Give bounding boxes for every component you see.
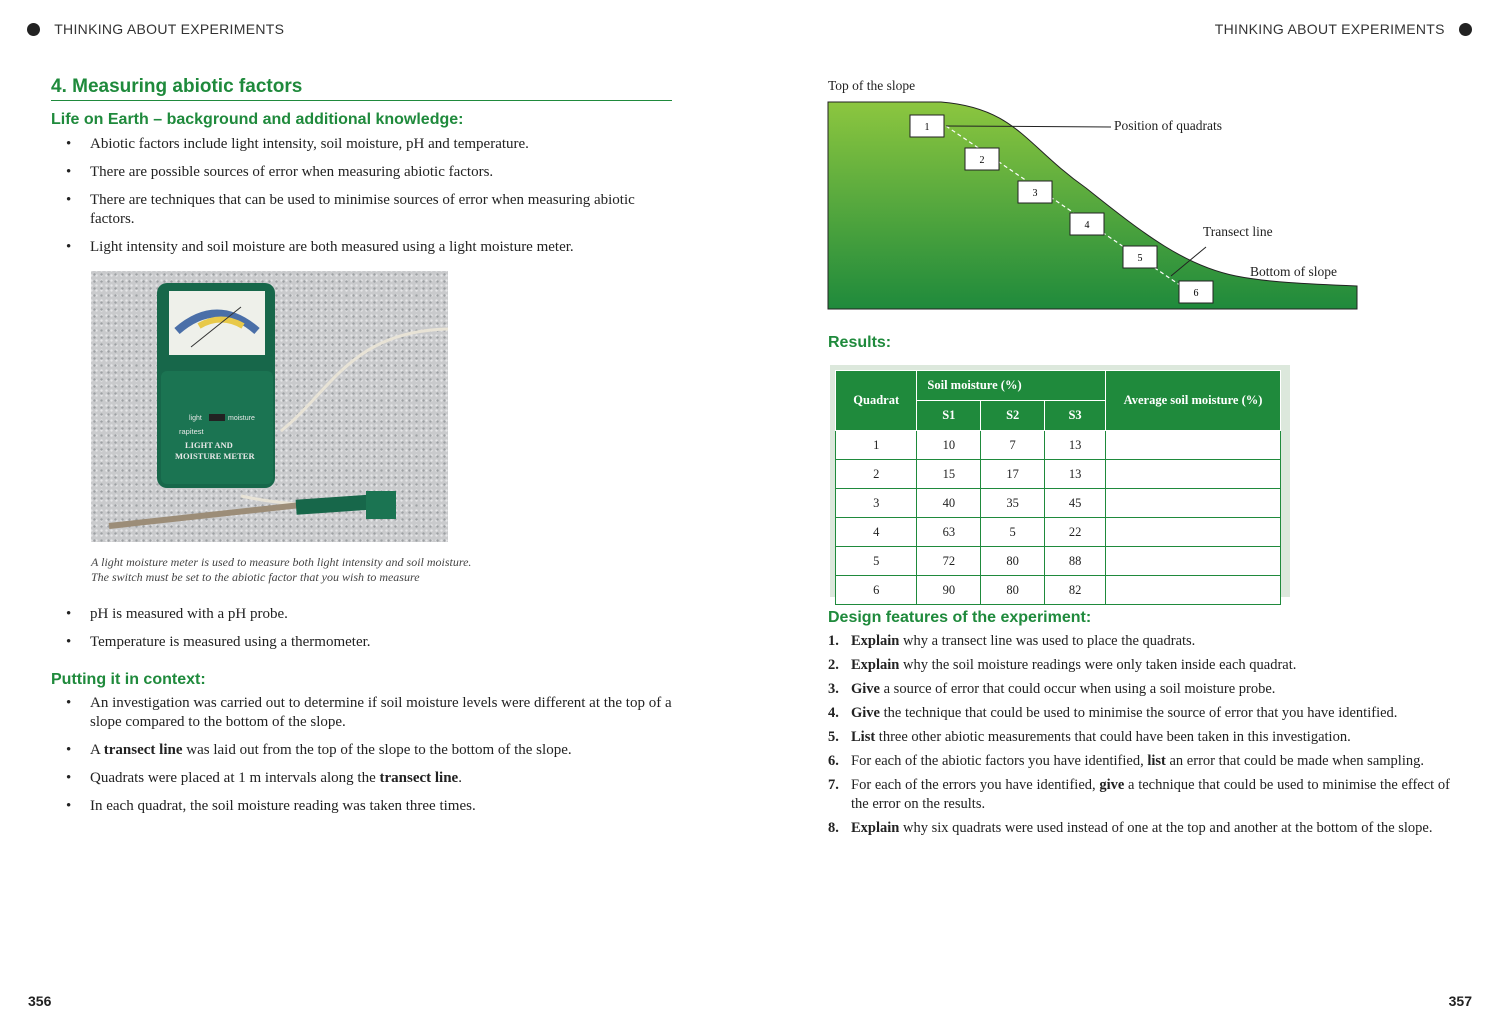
page-number-left: 356 <box>28 993 52 1009</box>
col-s2: S2 <box>981 401 1045 431</box>
list-item: 2. Explain why the soil moisture readings were only taken inside each quadrat. <box>828 657 1297 673</box>
bottom-of-slope-label: Bottom of slope <box>1250 264 1337 279</box>
svg-text:MOISTURE METER: MOISTURE METER <box>175 451 255 461</box>
quadrat-label: 2 <box>979 155 985 166</box>
list-item: 5. List three other abiotic measurements that could have been taken in this investigation. <box>828 729 1351 745</box>
list-item: • In each quadrat, the soil moisture reading was taken three times. <box>51 797 672 816</box>
quadrat-label: 3 <box>1032 188 1038 199</box>
background-heading: Life on Earth – background and additional knowledge: <box>51 111 464 128</box>
svg-text:light: light <box>189 415 202 422</box>
transect-line-label: Transect line <box>1203 224 1273 239</box>
background-bullets <box>51 135 672 266</box>
svg-text:rapitest: rapitest <box>179 427 204 436</box>
list-item: • There are possible sources of error when measuring abiotic factors. <box>51 163 672 182</box>
svg-text:moisture: moisture <box>228 415 255 422</box>
section-title: 4. Measuring abiotic factors <box>51 76 672 101</box>
results-heading: Results: <box>828 334 892 351</box>
meter-illustration <box>91 271 448 542</box>
table-row: 4 63 5 22 <box>836 518 1281 547</box>
list-item: • pH is measured with a pH probe. <box>51 605 672 624</box>
list-item: 4. Give the technique that could be used to minimise the source of error that you have identified. <box>828 705 1398 721</box>
results-table <box>835 370 1281 605</box>
list-item: • Abiotic factors include light intensity, soil moisture, pH and temperature. <box>51 135 672 154</box>
context-heading: Putting it in context: <box>51 671 206 688</box>
quadrat-label: 1 <box>924 122 930 133</box>
table-row: 3 40 35 45 <box>836 489 1281 518</box>
list-item: • Temperature is measured using a thermometer. <box>51 633 672 652</box>
list-item: • An investigation was carried out to determine if soil moisture levels were different at the top of a slope compared to the bottom of the slope. <box>51 694 672 732</box>
bullet-dot-icon <box>1459 23 1472 36</box>
position-of-quadrats-label: Position of quadrats <box>1114 118 1222 133</box>
slope-diagram <box>826 96 1366 316</box>
quadrat-label: 5 <box>1137 253 1143 264</box>
col-average: Average soil moisture (%) <box>1106 371 1281 431</box>
design-questions <box>828 632 1450 843</box>
list-item: 7. For each of the errors you have identified, give a technique that could be used to minimise the effect of the error on the results. <box>828 777 1451 812</box>
table-row: 5 72 80 88 <box>836 547 1281 576</box>
meter-photo <box>91 271 448 542</box>
svg-text:LIGHT AND: LIGHT AND <box>185 440 233 450</box>
context-bullets <box>51 694 672 825</box>
table-row: 2 15 17 13 <box>836 460 1281 489</box>
table-row: 1 10 7 13 <box>836 431 1281 460</box>
results-panel <box>830 365 1290 597</box>
list-item: 6. For each of the abiotic factors you have identified, list an error that could be made when sampling. <box>828 753 1424 769</box>
quadrat-label: 4 <box>1084 220 1090 231</box>
col-s3: S3 <box>1045 401 1106 431</box>
list-item: • Light intensity and soil moisture are both measured using a light moisture meter. <box>51 238 672 257</box>
design-heading: Design features of the experiment: <box>828 609 1092 626</box>
col-s1: S1 <box>917 401 981 431</box>
list-item: • A transect line was laid out from the top of the slope to the bottom of the slope. <box>51 741 672 760</box>
list-item: 8. Explain why six quadrats were used instead of one at the top and another at the bottom of the slope. <box>828 820 1433 836</box>
running-header-right: THINKING ABOUT EXPERIMENTS <box>1215 21 1472 37</box>
list-item: • There are techniques that can be used to minimise sources of error when measuring abiotic factors. <box>51 191 672 229</box>
col-soil-moisture: Soil moisture (%) <box>917 371 1106 401</box>
list-item: • Quadrats were placed at 1 m intervals along the transect line. <box>51 769 672 788</box>
list-item: 1. Explain why a transect line was used to place the quadrats. <box>828 633 1196 649</box>
top-of-slope-label: Top of the slope <box>828 78 916 93</box>
running-header-left: THINKING ABOUT EXPERIMENTS <box>27 21 284 37</box>
page-number-right: 357 <box>1448 993 1472 1009</box>
table-row: 6 90 80 82 <box>836 576 1281 605</box>
col-quadrat: Quadrat <box>836 371 917 431</box>
bullet-dot-icon <box>27 23 40 36</box>
quadrat-label: 6 <box>1193 288 1199 299</box>
probe-bullets <box>51 605 672 661</box>
list-item: 3. Give a source of error that could occur when using a soil moisture probe. <box>828 681 1276 697</box>
photo-caption: A light moisture meter is used to measure both light intensity and soil moisture. The switch must be set to the abiotic factor that you wish to measure <box>91 555 472 584</box>
